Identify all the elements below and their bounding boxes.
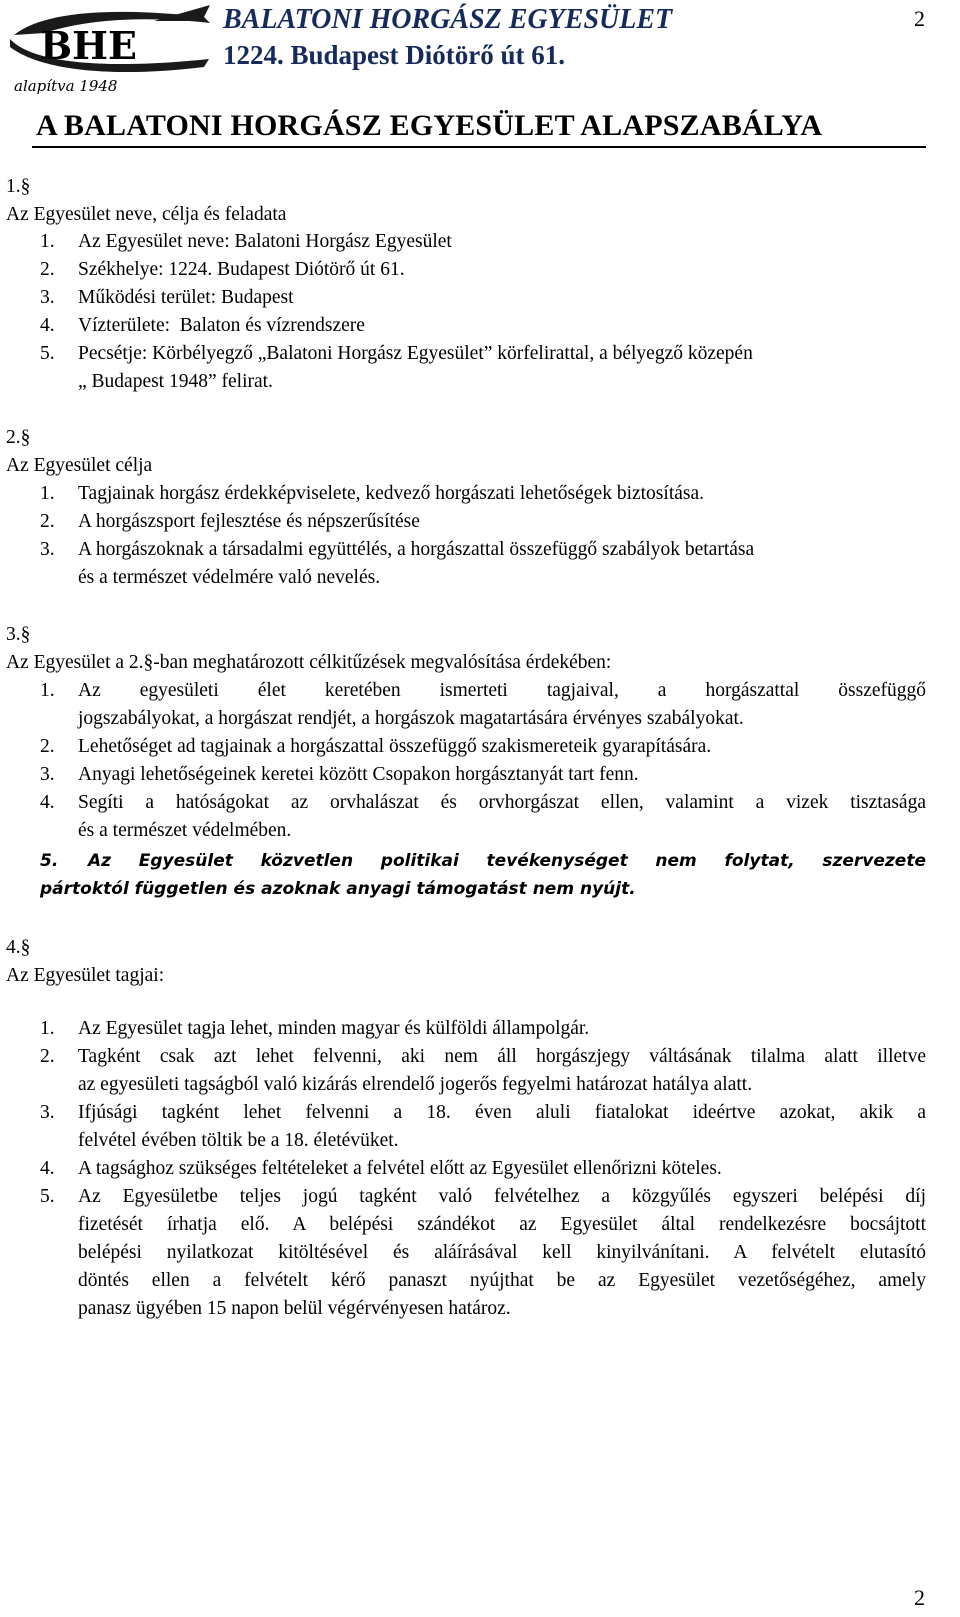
header-org-name: BALATONI HORGÁSZ EGYESÜLET bbox=[223, 4, 673, 35]
s1-item5-num: 5. bbox=[40, 343, 55, 364]
s3-item2-num: 2. bbox=[40, 736, 55, 757]
s2-item1-text: Tagjainak horgász érdekképviselete, kedvező horgászati lehetőségek biztosítása. bbox=[78, 483, 705, 504]
s1-item3-text: Működési terület: Budapest bbox=[78, 287, 294, 308]
s3-item2-text: Lehetőséget ad tagjainak a horgászattal összefüggő szakismereteik gyarapítására. bbox=[78, 736, 712, 757]
s4-item5-text-line4: döntés ellen a felvételt kérő panaszt nyújthat be az Egyesület vezetőségéhez, amely bbox=[78, 1270, 926, 1291]
page-number-top: 2 bbox=[914, 6, 925, 31]
s4-item5-text-line2: fizetését írhatja elő. A belépési szándékot az Egyesület által rendelkezésre bocsájtott bbox=[78, 1214, 926, 1235]
s2-item2-text: A horgászsport fejlesztése és népszerűsítése bbox=[78, 511, 420, 532]
s4-item5-text-line3: belépési nyilatkozat kitöltésével és aláírásával kell kinyilvánítani. A felvételt elutasító bbox=[78, 1242, 926, 1263]
s3-item4-num: 4. bbox=[40, 792, 55, 813]
s3-item4-text-cont: és a természet védelmében. bbox=[78, 820, 292, 841]
s3-item4-text: Segíti a hatóságokat az orvhalászat és orvhorgászat ellen, valamint a vizek tisztasága bbox=[78, 792, 926, 813]
s4-item5-text-line5: panasz ügyében 15 napon belül végérvényesen határoz. bbox=[78, 1298, 511, 1319]
section-2-number: 2.§ bbox=[6, 427, 31, 448]
page-number-bottom: 2 bbox=[914, 1585, 925, 1610]
s1-item4-text: Vízterülete: Balaton és vízrendszere bbox=[78, 315, 365, 336]
s2-item3-text-cont: és a természet védelmére való nevelés. bbox=[78, 567, 381, 588]
s3-item3-text: Anyagi lehetőségeinek keretei között Csopakon horgásztanyát tart fenn. bbox=[78, 764, 639, 785]
section-3-heading: Az Egyesület a 2.§-ban meghatározott célkitűzések megvalósítása érdekében: bbox=[6, 652, 612, 673]
s4-item5-num: 5. bbox=[40, 1186, 55, 1207]
club-logo bbox=[4, 3, 212, 95]
s3-item1-num: 1. bbox=[40, 680, 55, 701]
s3-item5-text-cont: pártoktól független és azoknak anyagi támogatást nem nyújt. bbox=[40, 879, 636, 899]
s4-item4-text: A tagsághoz szükséges feltételeket a felvétel előtt az Egyesület ellenőrizni köteles. bbox=[78, 1158, 722, 1179]
s4-item1-text: Az Egyesület tagja lehet, minden magyar és külföldi állampolgár. bbox=[78, 1018, 590, 1039]
s3-item3-num: 3. bbox=[40, 764, 55, 785]
title-rule bbox=[32, 146, 926, 148]
section-3-number: 3.§ bbox=[6, 624, 31, 645]
svg-text:BHE: BHE bbox=[40, 23, 137, 68]
section-1-number: 1.§ bbox=[6, 176, 31, 197]
s2-item3-num: 3. bbox=[40, 539, 55, 560]
s4-item3-text-cont: felvétel évében töltik be a 18. életévüket. bbox=[78, 1130, 399, 1151]
s4-item2-num: 2. bbox=[40, 1046, 55, 1067]
s3-item5-text: Az Egyesület közvetlen politikai tevékenységet nem folytat, szervezete bbox=[88, 851, 926, 871]
s1-item3-num: 3. bbox=[40, 287, 55, 308]
s3-item1-text-cont: jogszabályokat, a horgászat rendjét, a horgászok magatartására érvényes szabályokat. bbox=[78, 708, 744, 729]
section-2-heading: Az Egyesület célja bbox=[6, 455, 153, 476]
s1-item1-text: Az Egyesület neve: Balatoni Horgász Egyesület bbox=[78, 231, 452, 252]
s1-item4-num: 4. bbox=[40, 315, 55, 336]
s4-item4-num: 4. bbox=[40, 1158, 55, 1179]
s3-item5-num: 5. bbox=[40, 851, 59, 871]
s1-item5-text: Pecsétje: Körbélyegző „Balatoni Horgász Egyesület” körfelirattal, a bélyegző közepén bbox=[78, 343, 753, 364]
s4-item3-num: 3. bbox=[40, 1102, 55, 1123]
document-title: A BALATONI HORGÁSZ EGYESÜLET ALAPSZABÁLYA bbox=[36, 109, 823, 142]
section-4-heading: Az Egyesület tagjai: bbox=[6, 965, 165, 986]
header-address: 1224. Budapest Diótörő út 61. bbox=[223, 40, 566, 70]
section-1-heading: Az Egyesület neve, célja és feladata bbox=[6, 204, 287, 225]
s1-item2-text: Székhelye: 1224. Budapest Diótörő út 61. bbox=[78, 259, 405, 280]
s4-item1-num: 1. bbox=[40, 1018, 55, 1039]
s1-item1-num: 1. bbox=[40, 231, 55, 252]
s2-item1-num: 1. bbox=[40, 483, 55, 504]
s4-item3-text: Ifjúsági tagként lehet felvenni a 18. éven aluli fiatalokat ideértve azokat, akik a bbox=[78, 1102, 926, 1123]
s3-item1-text: Az egyesületi élet keretében ismerteti tagjaival, a horgászattal összefüggő bbox=[78, 680, 926, 701]
s2-item3-text: A horgászoknak a társadalmi együttélés, a horgászattal összefüggő szabályok betartása bbox=[78, 539, 755, 560]
svg-text:alapítva 1948: alapítva 1948 bbox=[14, 77, 118, 95]
s4-item2-text: Tagként csak azt lehet felvenni, aki nem áll horgászjegy váltásának tilalma alatt illetve bbox=[78, 1046, 926, 1067]
s2-item2-num: 2. bbox=[40, 511, 55, 532]
s1-item2-num: 2. bbox=[40, 259, 55, 280]
section-4-number: 4.§ bbox=[6, 937, 31, 958]
s4-item2-text-cont: az egyesületi tagságból való kizárás elrendelő jogerős fegyelmi határozat hatálya alatt. bbox=[78, 1074, 753, 1095]
s4-item5-text: Az Egyesületbe teljes jogú tagként való felvételhez a közgyűlés egyszeri belépési díj bbox=[78, 1186, 926, 1207]
s1-item5-text-cont: „ Budapest 1948” felirat. bbox=[78, 371, 273, 392]
